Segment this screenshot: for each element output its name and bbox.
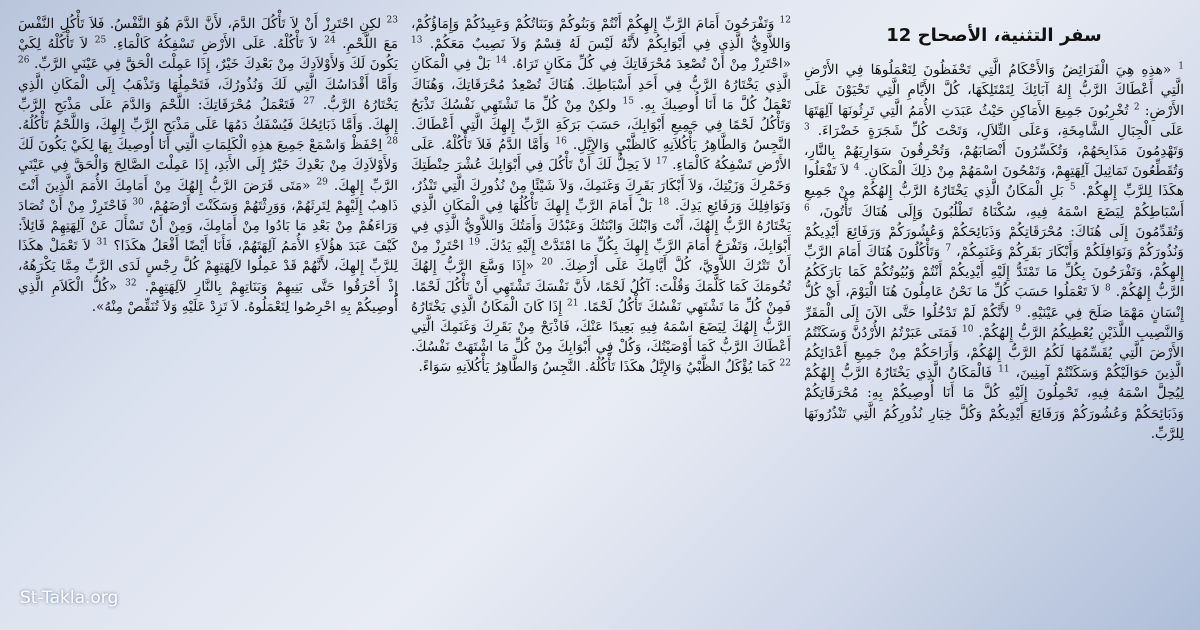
verse-text: «مَتَى قَرَضَ الرَّبُّ إِلهُكَ مِنْ أَمَامِكَ الأُمَمَ الَّذِينَ أَنْتَ ذَاهِبٌ إِلَيْهِمْ لِتَرِثَهُمْ، وَوَرِثْتَهُمْ وَسَكَنْتَ أَرْضَهُمْ، [18,177,398,214]
verse-number: 15 [622,96,634,107]
site-watermark: St-Takla.org [20,588,119,608]
verse-text: بَلْ أَمَامَ الرَّبِّ إِلهِكَ تَأْكُلُهَا فِي الْمَكَانِ الَّذِي يَخْتَارُهُ الرَّبُّ إِلهُكَ، أَنْتَ وَابْنُكَ وَابْنَتُكَ وَعَبْدُكَ وَأَمَتُكَ وَاللاَّوِيُّ الَّذِي فِي أَبْوَابِكَ، وَتَفْرَحُ أَمَامَ الرَّبِّ إِلهِكَ بِكُلِّ مَا امْتَدَّتْ إِلَيْهِ يَدُكَ. [411,197,791,255]
chapter-title: سفر التثنية، الأصحاح 12 [886,25,1102,46]
verse-text: فَالْمَكَانُ الَّذِي يَخْتَارُهُ الرَّبُّ إِلهُكُمْ لِيُحِلَّ اسْمَهُ فِيهِ، تَحْمِلُونَ إِلَيْهِ كُلَّ مَا أَنَا أُوصِيكُمْ بِهِ: مُحْرَقَاتِكُمْ وَذَبَائِحَكُمْ وَعُشُورَكُمْ وَرَفَائِعَ أَيْدِيكُمْ وَكُلَّ خِيَارِ نُذُورِكُمُ الَّتِي تَنْذُرُونَهَا لِلرَّبِّ. [804,365,1184,442]
verse-text: لكِنِ احْتَرِزْ أَنْ لاَ تَأْكُلَ الدَّمَ، لأَنَّ الدَّمَ هُوَ النَّفْسُ. فَلاَ تَأْكُلِ النَّفْسَ مَعَ اللَّحْمِ. [18,16,398,53]
verse-text: تُخْرِبُونَ جَمِيعَ الأَمَاكِنِ حَيْثُ عَبَدَتِ الأُمَمُ الَّتِي تَرِثُونَهَا آلِهَتَهَا عَلَى الْجِبَالِ الشَّامِخَةِ، وَعَلَى التِّلاَلِ، وَتَحْتَ كُلِّ شَجَرَةٍ خَضْرَاءَ. [804,102,1184,139]
verse-text: وَأَمَّا أَقْدَاسُكَ الَّتِي لَكَ وَنُذُورُكَ، فَتَحْمِلُهَا وَتَذْهَبُ إِلَى الْمَكَانِ الَّذِي يَخْتَارُهُ الرَّبُّ. [18,76,398,113]
verse-text: لاَ تَعْمَلُوا حَسَبَ كُلِّ مَا نَحْنُ عَامِلُونَ هُنَا الْيَوْمَ، أَيْ كُلُّ إِنْسَانٍ مَهْمَا صَلَحَ فِي عَيْنَيْهِ. [804,284,1184,321]
verse-text: لاَ تَأْكُلْهُ. عَلَى الأَرْضِ تَسْفِكُهُ كَالْمَاءِ. [106,36,325,53]
verse-text: احْتَرِزْ مِنْ أَنْ تَتْرُكَ اللاَّوِيَّ، كُلَّ أَيَّامِكَ عَلَى أَرْضِكَ. [411,238,791,275]
verse-number: 5 [1069,182,1076,193]
verse-number: 32 [125,278,137,289]
column-middle [411,8,791,622]
verse-number: 1 [1178,61,1184,72]
verse-number: 26 [18,55,30,66]
verse-text: «إِذَا وَسَّعَ الرَّبُّ إِلهُكَ تُخُومَكَ كَمَا كَلَّمَكَ وَقُلْتَ: آكُلُ لَحْمًا، لأَنَّ نَفْسَكَ تَشْتَهِي أَنْ تَأْكُلَ لَحْمًا. فَمِنْ كُلِّ مَا تَشْتَهِي نَفْسُكَ تَأْكُلُ لَحْمًا. [411,258,791,315]
column-left [18,8,398,622]
verse-text: وَأَمَّا الدَّمُ فَلاَ تَأْكُلْهُ. عَلَى الأَرْضِ تَسْفِكُهُ كَالْمَاءِ. [411,137,791,174]
verse-text: كَمَا يُؤْكَلُ الظَّبْيُ وَالإِيَّلُ هكَذَا تَأْكُلُهُ. النَّجِسُ وَالطَّاهِرُ يَأْكُلاَنِهِ سَوَاءً. [418,359,780,376]
verse [106,36,336,52]
verse-number: 3 [804,122,810,133]
verse [804,103,1184,139]
verse-number: 22 [779,358,791,369]
verse-text: وَتَأْكُلُونَ هُنَاكَ أَمَامَ الرَّبِّ إِلهِكُمْ، وَتَفْرَحُونَ بِكُلِّ مَا تَمْتَدُّ إِلَيْهِ أَيْدِيكُمْ أَنْتُمْ وَبُيُوتُكُمْ كَمَا بَارَكَكُمُ الرَّبُّ إِلهُكُمْ. [804,244,1184,301]
verse-text: «هذِهِ هِيَ الْفَرَائِضُ وَالأَحْكَامُ الَّتِي تَحْفَظُونَ لِتَعْمَلُوهَا فِي الأَرْضِ الَّتِي أَعْطَاكَ الرَّبُّ إِلهُ آبَائِكَ لِتَمْتَلِكَهَا، كُلَّ الأَيَّامِ الَّتِي تَحْيَوْنَ عَلَى الأَرْضِ: [804,62,1184,119]
verse [411,16,791,52]
verse-text: وَتُقَدِّمُونَ إِلَى هُنَاكَ: مُحْرَقَاتِكُمْ وَذَبَائِحَكُمْ وَعُشُورَكُمْ وَرَفَائِعَ أَيْدِيكُمْ وَنُذُورَكُمْ وَنَوَافِلَكُمْ وَأَبْكَارَ بَقَرِكُمْ وَغَنَمِكُمْ، [804,223,1184,261]
verse-number: 10 [962,324,974,335]
verse-number: 16 [555,136,567,147]
column-left-text [18,14,398,317]
verse-number: 20 [541,257,553,268]
verse [418,359,791,375]
verse-number: 12 [779,15,791,26]
verse-number: 13 [411,35,423,46]
verse-text: لاَ تَعْمَلْ هكَذَا لِلرَّبِّ إِلهِكَ، لأَنَّهُمْ قَدْ عَمِلُوا لآلِهَتِهِمْ كُلَّ رِجْسٍ لَدَى الرَّبِّ مِمَّا يَكْرَهُهُ، إِذْ أَحْرَقُوا حَتَّى بَنِيهِمْ وَبَنَاتِهِمْ بِالنَّارِ لآلِهَتِهِمْ. [18,238,398,295]
verse-text: بَلِ الْمَكَانُ الَّذِي يَخْتَارُهُ الرَّبُّ إِلهُكُمْ مِنْ جَمِيعِ أَسْبَاطِكُمْ لِيَضَعَ اسْمَهُ فِيهِ، سُكْنَاهُ تَطْلُبُونَ وَإِلَى هُنَاكَ تَأْتُونَ، [804,183,1184,220]
verse-number: 4 [853,162,860,173]
verse-text: لاَ تَأْكُلْهُ لِكَيْ يَكُونَ لَكَ وَلأَوْلاَدِكَ مِنْ بَعْدِكَ خَيْرٌ، إِذَا عَمِلْتَ الْحَقَّ فِي عَيْنَيِ الرَّبِّ. [18,36,398,73]
verse-number: 19 [468,237,481,248]
verse-number: 11 [998,364,1010,375]
column-middle-text [411,14,791,378]
verse-text: لأَنَّكُمْ لَمْ تَدْخُلُوا حَتَّى الآنَ إِلَى الْمَقَرِّ وَالنَّصِيبِ اللَّذَيْنِ يُعْطِيكُمُ الرَّبُّ إِلهُكُمْ. [804,304,1184,341]
verse-number: 25 [94,35,107,46]
verse-number: 29 [316,177,328,188]
verse-text: وَتَهْدِمُونَ مَذَابِحَهُمْ، وَتُكَسِّرُونَ أَنْصَابَهُمْ، وَتُحْرِقُونَ سَوَارِيَهُمْ بِالنَّارِ، وَتُقَطِّعُونَ تَمَاثِيلَ آلِهَتِهِمْ، وَتَمْحُونَ اسْمَهُمْ مِنْ ذلِكَ الْمَكَانِ. [804,143,1184,180]
verse-text: «احْتَرِزْ مِنْ أَنْ تُصْعِدَ مُحْرَقَاتِكَ فِي كُلِّ مَكَانٍ تَرَاهُ. [506,56,791,73]
verse-text: بَلْ فِي الْمَكَانِ الَّذِي يَخْتَارُهُ الرَّبُّ فِي أَحَدِ أَسْبَاطِكَ. هُنَاكَ تُصْعِدُ مُحْرَقَاتِكَ، وَهُنَاكَ تَعْمَلُ كُلَّ مَا أَنَا أُوصِيكَ بِهِ. [411,56,791,113]
verse-number: 6 [804,203,810,214]
verse-number: 18 [657,197,670,208]
verse-text: فَاحْتَرِزْ مِنْ أَنْ تُصَادَ وَرَاءَهُمْ مِنْ بَعْدِ مَا بَادُوا مِنْ أَمَامِكَ، وَمِنْ أَنْ تَسْأَلَ عَنْ آلِهَتِهِمْ قَائِلاً: كَيْفَ عَبَدَ هؤُلاَءِ الأُمَمُ آلِهَتَهُمْ، فَأَنَا أَيْضًا أَفْعَلُ هكَذَا؟ [18,197,398,255]
verse-text: إِذَا كَانَ الْمَكَانُ الَّذِي يَخْتَارُهُ الرَّبُّ إِلهُكَ لِيَضَعَ اسْمَهُ فِيهِ بَعِيدًا عَنْكَ، فَاذْبَحْ مِنْ بَقَرِكَ وَغَنَمِكَ الَّتِي أَعْطَاكَ الرَّبُّ كَمَا أَوْصَيْتُكَ، وَكُلْ فِي أَبْوَابِكَ مِنْ كُلِّ مَا اشْتَهَتْ نَفْسُكَ. [411,298,791,356]
verse-text: اِحْفَظْ وَاسْمَعْ جَمِيعَ هذِهِ الْكَلِمَاتِ الَّتِي أَنَا أُوصِيكَ بِهَا لِكَيْ يَكُونَ لَكَ وَلأَوْلاَدِكَ مِنْ بَعْدِكَ خَيْرٌ إِلَى الأَبَدِ، إِذَا عَمِلْتَ الصَّالِحَ وَالْحَقَّ فِي عَيْنَيِ الرَّبِّ إِلهِكَ. [18,137,398,194]
verse-number: 30 [132,197,144,208]
verse-number: 2 [1133,102,1140,113]
verse-text: فَتَعْمَلُ مُحْرَقَاتِكَ: اللَّحْمَ وَالدَّمَ عَلَى مَذْبَحِ الرَّبِّ إِلهِكَ. وَأَمَّا ذَبَائِحُكَ فَيُسْفَكُ دَمُهَا عَلَى مَذْبَحِ الرَّبِّ إِلهِكَ، وَاللَّحْمُ تَأْكُلُهُ. [18,96,398,134]
verse-text: فَمَتَى عَبَرْتُمُ الأُرْدُنَّ وَسَكَنْتُمُ الأَرْضَ الَّتِي يُقَسِّمُهَا لَكُمُ الرَّبُّ إِلهُكُمْ، وَأَرَاحَكُمْ مِنْ جَمِيعِ أَعْدَائِكُمُ الَّذِينَ حَوَالَيْكُمْ وَسَكَنْتُمْ آمِنِينَ، [804,324,1184,382]
verse-number: 9 [1015,304,1021,315]
verse-text: وَتَفْرَحُونَ أَمَامَ الرَّبِّ إِلهِكُمْ أَنْتُمْ وَبَنُوكُمْ وَبَنَاتُكُمْ وَعَبِيدُكُمْ وَإِمَاؤُكُمْ، وَاللاَّوِيُّ الَّذِي فِي أَبْوَابِكُمْ لأَنَّهُ لَيْسَ لَهُ قِسْمٌ وَلاَ نَصِيبٌ مَعَكُمْ. [411,16,791,53]
verse-number: 7 [945,243,952,254]
verse-number: 14 [495,55,507,66]
verse-text: «كُلُّ الْكَلاَمِ الَّذِي أُوصِيكُمْ بِهِ احْرِصُوا لِتَعْمَلُوهُ. لاَ تَزِدْ عَلَيْهِ وَلاَ تُنَقِّصْ مِنْهُ». [18,278,398,315]
column-right [804,8,1184,622]
verse-number: 8 [1104,283,1111,294]
verse-number: 27 [303,96,315,107]
verse-text: لاَ يَحِلُّ لَكَ أَنْ تَأْكُلَ فِي أَبْوَابِكَ عُشْرَ حِنْطَتِكَ وَخَمْرِكَ وَزَيْتِكَ، وَلاَ أَبْكَارَ بَقَرِكَ وَغَنَمِكَ، وَلاَ شَيْئًا مِنْ نُذُورِكَ الَّتِي تَنْذُرُ، وَنَوَافِلِكَ وَرَفَائِعِ يَدِكَ. [411,157,791,214]
verse-text: لاَ تَفْعَلُوا هكَذَا لِلرَّبِّ إِلهِكُمْ. [804,163,1184,200]
verse-number: 24 [324,35,336,46]
column-right-text [804,60,1184,444]
verse-number: 17 [655,156,668,167]
verse-number: 21 [567,298,579,309]
verse-number: 31 [96,237,108,248]
verse-text: ولكِنْ مِنْ كُلِّ مَا تَشْتَهِي نَفْسُكَ تَذْبَحُ وَتَأْكُلُ لَحْمًا فِي جَمِيعِ أَبْوَابِكَ، حَسَبَ بَرَكَةِ الرَّبِّ إِلهِكَ الَّتِي أَعْطَاكَ. النَّجِسُ وَالطَّاهِرُ يَأْكُلاَنِهِ كَالظَّبْيِ وَالإِيَّلِ. [411,96,791,154]
verse-number: 23 [386,15,398,26]
verse-number: 28 [386,136,398,147]
